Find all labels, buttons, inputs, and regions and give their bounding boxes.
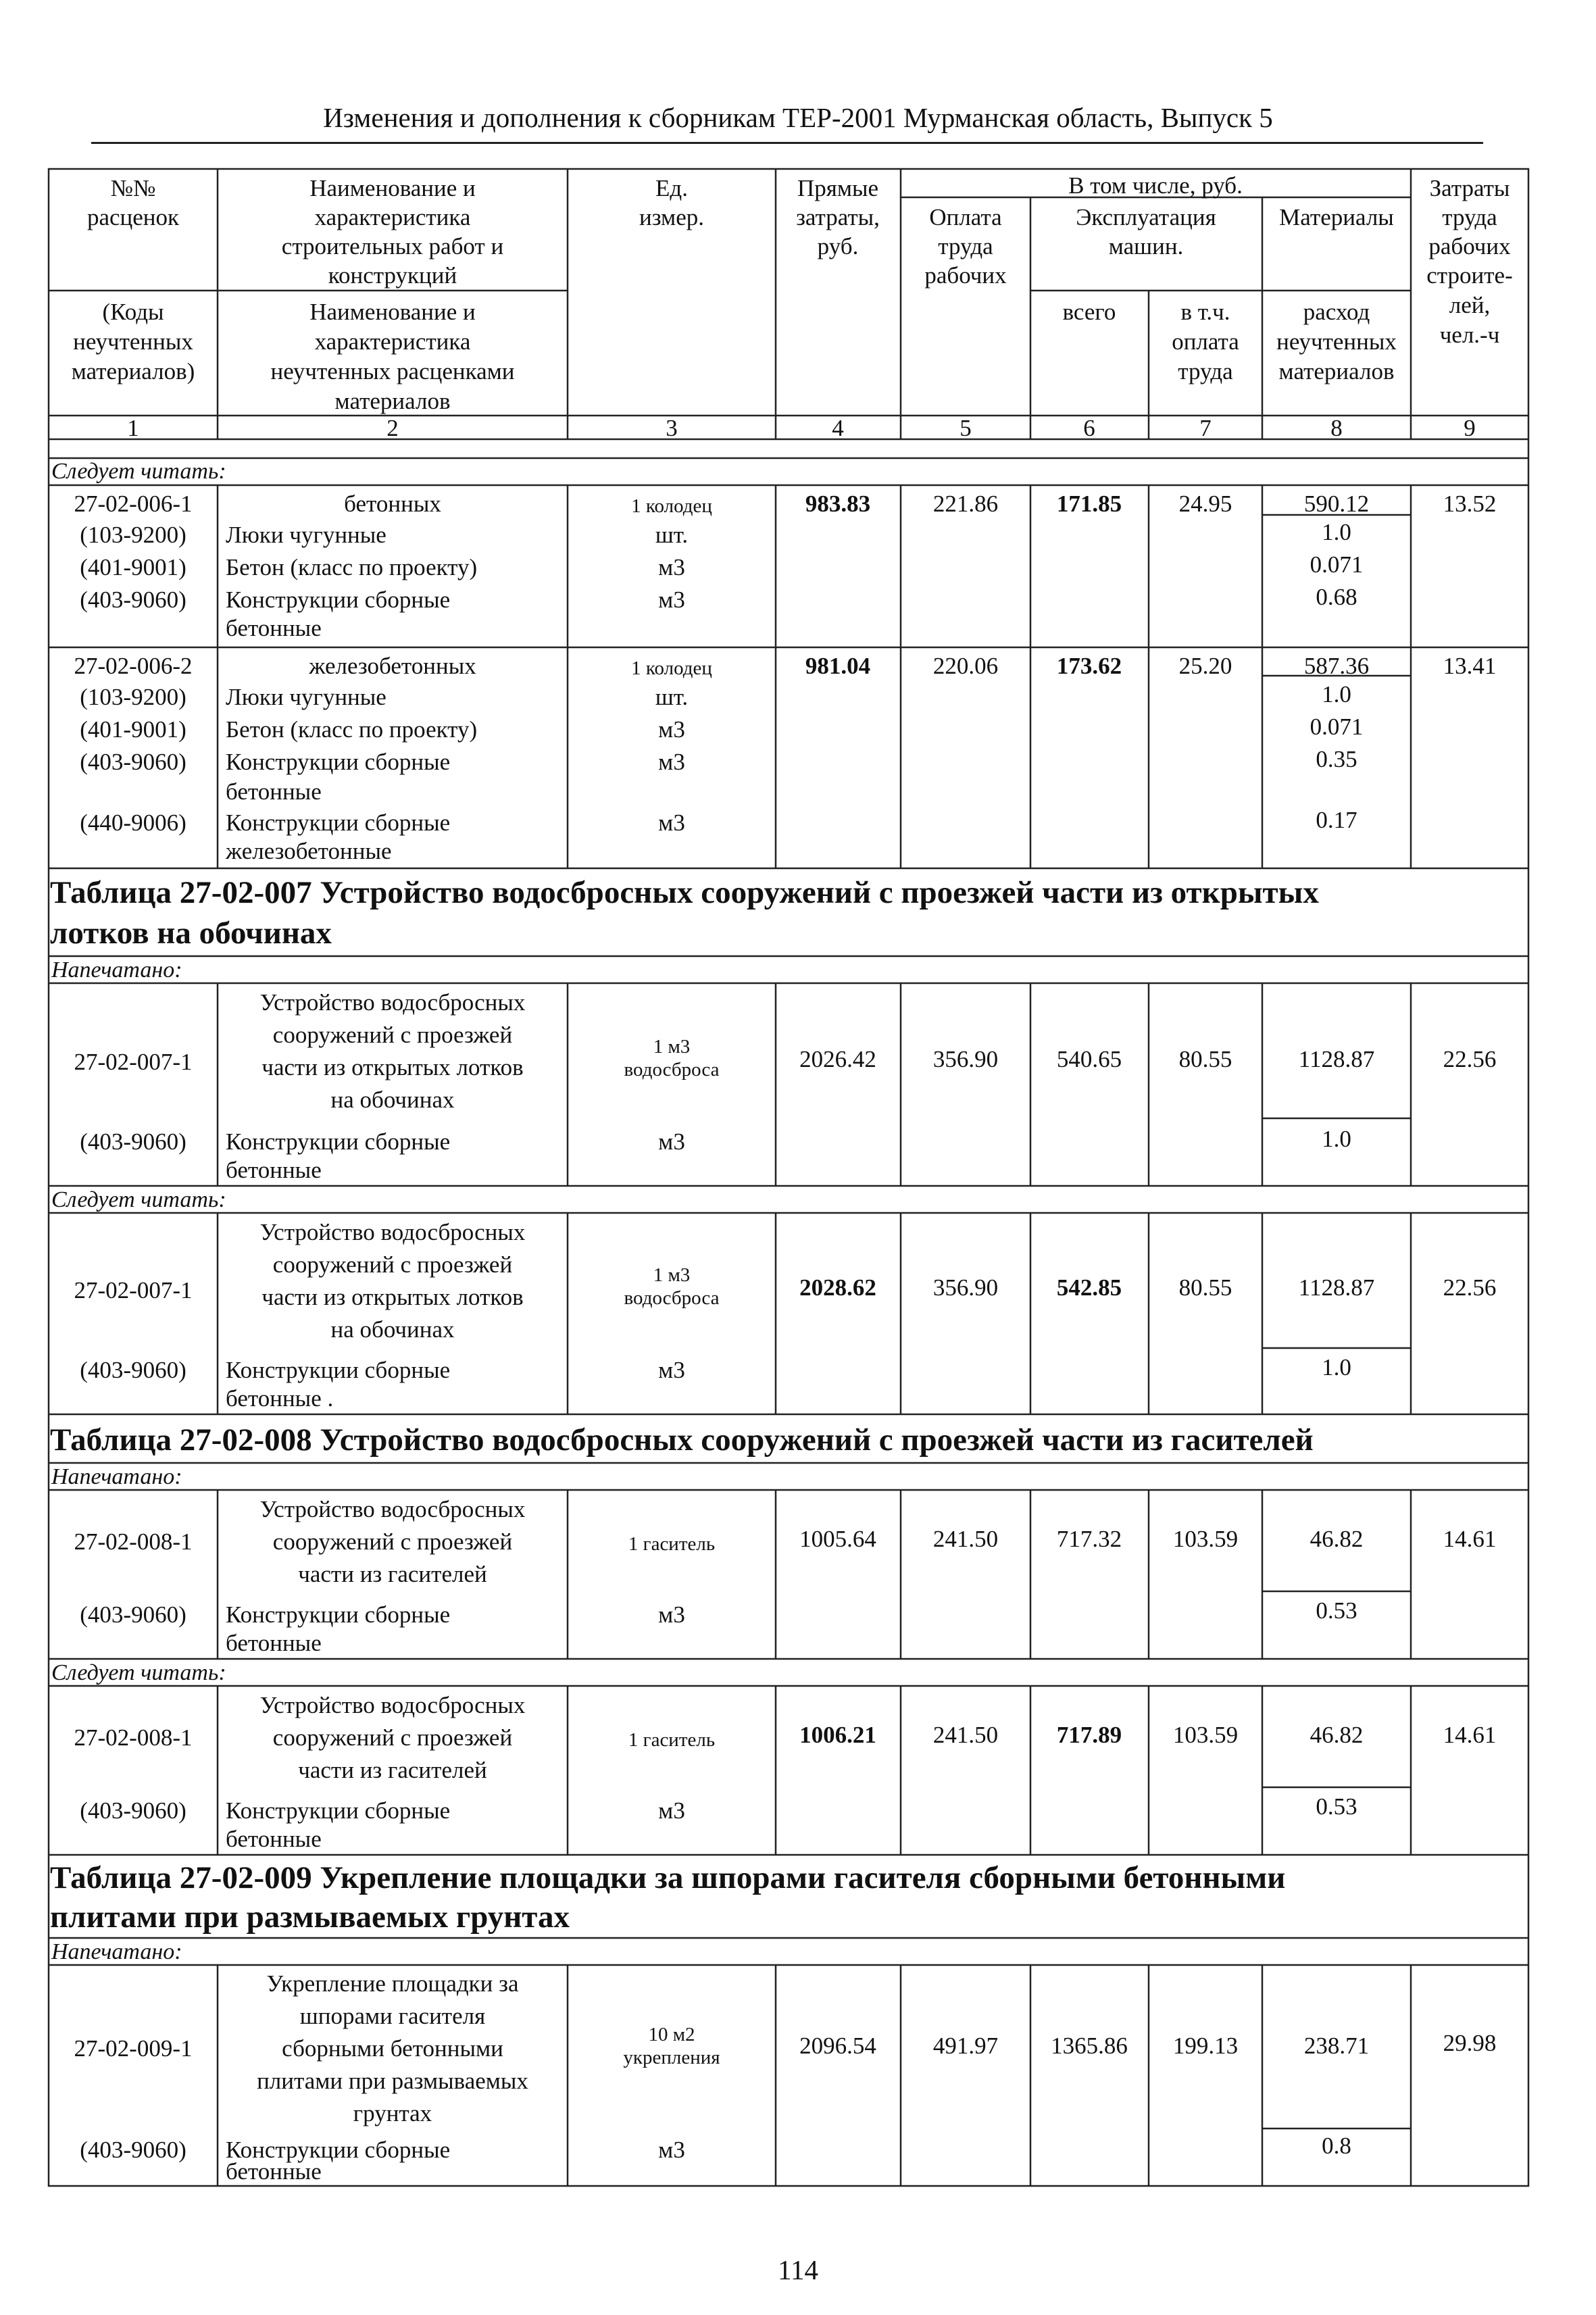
material-unit: м3: [658, 749, 685, 775]
head-col6-group-line1: Эксплуатация: [1076, 204, 1216, 230]
section-title-007-cont: лотков на обочинах: [50, 916, 332, 951]
col-number-5: 5: [959, 415, 972, 441]
head-col1b-line3: материалов): [71, 358, 195, 384]
head-col1b-line1: (Коды: [102, 299, 164, 325]
unit: 1 колодец: [631, 657, 712, 679]
head-col7-line1: в т.ч.: [1180, 299, 1230, 325]
material-code: (403-9060): [80, 1128, 186, 1155]
printed-label: Напечатано:: [51, 1464, 182, 1489]
material-qty: 0.071: [1310, 551, 1364, 578]
head-col5-line2: труда: [938, 233, 993, 259]
work-name-line1: Устройство водосбросных: [259, 1219, 526, 1245]
unit-line2: водосброса: [624, 1059, 720, 1080]
material-unit: м3: [658, 2137, 685, 2163]
material-code: (403-9060): [80, 1797, 186, 1824]
head-col9-line2: труда: [1442, 204, 1497, 230]
page-number: 114: [778, 2254, 818, 2285]
material-code: (403-9060): [80, 1357, 186, 1383]
material-name-cont: бетонные: [226, 1157, 322, 1183]
work-name-line5: грунтах: [353, 2100, 432, 2126]
material-name: Конструкции сборные: [226, 1128, 451, 1155]
section-title-008: Таблица 27-02-008 Устройство водосбросных сооружений с проезжей части из гасителей: [50, 1422, 1314, 1458]
material-code: (403-9060): [80, 2137, 186, 2163]
machine-labor-cost: 25.20: [1178, 653, 1232, 679]
work-name-line3: сборными бетонными: [282, 2035, 503, 2062]
head-col3-line2: измер.: [639, 204, 704, 230]
direct-cost: 981.04: [805, 653, 871, 679]
printed-label: Напечатано:: [51, 1939, 182, 1964]
material-name-cont: бетонные: [226, 1826, 322, 1852]
work-name-line3: части из открытых лотков: [261, 1054, 524, 1080]
machine-labor-cost: 199.13: [1172, 2033, 1239, 2059]
labor-cost: 220.06: [932, 653, 999, 679]
page-header: Изменения и дополнения к сборникам ТЕР-2001 Мурманская область, Выпуск 5: [323, 102, 1273, 133]
head-col2b-line3: неучтенных расценками: [270, 358, 515, 384]
rate-name: железобетонных: [309, 653, 476, 679]
machine-labor-cost: 103.59: [1172, 1722, 1239, 1748]
rate-code: 27-02-008-1: [74, 1528, 193, 1555]
material-unit: м3: [658, 810, 685, 836]
head-col7-line2: оплата: [1172, 328, 1239, 355]
rate-code: 27-02-006-1: [74, 491, 193, 517]
head-col2b-line2: характеристика: [314, 328, 471, 355]
labor-cost: 241.50: [932, 1526, 999, 1552]
materials-cost: 46.82: [1310, 1722, 1364, 1748]
head-col1b-line2: неучтенных: [73, 328, 193, 355]
material-qty: 0.17: [1316, 807, 1357, 833]
unit-line1: 10 м2: [648, 2024, 695, 2045]
labor-hours: 14.61: [1443, 1722, 1497, 1748]
material-name: Бетон (класс по проекту): [226, 554, 478, 580]
material-unit: м3: [658, 554, 685, 580]
unit-line1: 1 м3: [653, 1264, 691, 1286]
material-qty: 1.0: [1322, 1354, 1351, 1380]
head-col8b-line2: неучтенных: [1276, 328, 1397, 355]
unit-line2: водосброса: [624, 1287, 720, 1309]
head-col2-line1: Наименование и: [309, 175, 476, 201]
material-name: Конструкции сборные: [226, 1601, 451, 1628]
labor-hours: 22.56: [1443, 1274, 1497, 1301]
head-col1-line2: расценок: [86, 204, 180, 230]
direct-cost: 2026.42: [799, 1046, 876, 1072]
work-name-line3: части из гасителей: [298, 1757, 487, 1783]
material-unit: м3: [658, 1601, 685, 1628]
col-number-8: 8: [1330, 415, 1343, 441]
rate-code: 27-02-007-1: [74, 1049, 193, 1075]
head-incl: В том числе, руб.: [1068, 172, 1243, 199]
material-unit: м3: [658, 587, 685, 613]
head-col2b-line1: Наименование и: [309, 299, 476, 325]
materials-cost: 1128.87: [1298, 1046, 1375, 1072]
unit: 1 колодец: [631, 495, 712, 517]
material-name: Конструкции сборные: [226, 810, 451, 836]
should-read-label: Следует читать:: [51, 459, 226, 484]
material-unit: шт.: [655, 522, 689, 548]
head-col3-line1: Ед.: [655, 175, 688, 201]
labor-cost: 491.97: [932, 2033, 999, 2059]
col-number-7: 7: [1199, 415, 1212, 441]
material-name-cont: бетонные: [226, 615, 322, 641]
labor-cost: 221.86: [932, 491, 999, 517]
head-col1-line1: №№: [110, 175, 156, 201]
work-name-line3: части из гасителей: [298, 1561, 487, 1587]
head-col6: всего: [1062, 299, 1116, 325]
material-qty: 1.0: [1322, 519, 1351, 545]
work-name-line3: части из открытых лотков: [261, 1284, 524, 1310]
materials-cost: 590.12: [1303, 491, 1370, 517]
work-name-line2: сооружений с проезжей: [272, 1528, 513, 1555]
work-name-line1: Укрепление площадки за: [266, 1970, 519, 1997]
material-name-cont: железобетонные: [226, 838, 392, 864]
direct-cost: 983.83: [805, 491, 871, 517]
material-code: (401-9001): [80, 716, 186, 743]
material-unit: м3: [658, 1128, 685, 1155]
materials-cost: 238.71: [1303, 2033, 1370, 2059]
material-code: (403-9060): [80, 749, 186, 775]
machine-labor-cost: 24.95: [1178, 491, 1232, 517]
head-col4-line3: руб.: [817, 233, 859, 259]
head-col4-line2: затраты,: [796, 204, 880, 230]
material-name: Конструкции сборные: [226, 587, 451, 613]
material-unit: м3: [658, 1357, 685, 1383]
head-col2-line3: строительных работ и: [281, 233, 504, 259]
unit-line2: укрепления: [623, 2047, 720, 2068]
printed-label: Напечатано:: [51, 957, 182, 982]
section-title-007: Таблица 27-02-007 Устройство водосбросных сооружений с проезжей части из открытых: [50, 875, 1319, 910]
section-title-009: Таблица 27-02-009 Укрепление площадки за шпорами гасителя сборными бетонными: [50, 1860, 1286, 1895]
should-read-label: Следует читать:: [51, 1660, 226, 1685]
head-col9-line5: лей,: [1449, 292, 1491, 318]
head-col5-line1: Оплата: [929, 204, 1002, 230]
labor-hours: 14.61: [1443, 1526, 1497, 1552]
machine-cost: 717.32: [1056, 1526, 1122, 1552]
head-col5-line3: рабочих: [924, 262, 1007, 289]
head-col6-group-line2: машин.: [1108, 233, 1184, 259]
head-col8b-line3: материалов: [1278, 358, 1395, 384]
material-name-cont: бетонные: [226, 2158, 322, 2185]
work-name-line2: сооружений с проезжей: [272, 1022, 513, 1048]
material-unit: шт.: [655, 684, 689, 710]
material-name: Люки чугунные: [226, 522, 386, 548]
rate-name: бетонных: [344, 491, 441, 517]
work-name-line4: плитами при размываемых: [257, 2068, 528, 2094]
material-code: (103-9200): [80, 684, 186, 710]
col-number-1: 1: [127, 415, 139, 441]
material-name: Люки чугунные: [226, 684, 386, 710]
work-name-line2: шпорами гасителя: [299, 2003, 486, 2029]
head-col9-line3: рабочих: [1428, 233, 1511, 259]
head-col9-line6: чел.-ч: [1439, 322, 1500, 348]
labor-cost: 356.90: [932, 1274, 999, 1301]
section-title-009-cont: плитами при размываемых грунтах: [50, 1899, 570, 1935]
material-name: Конструкции сборные: [226, 1357, 451, 1383]
material-name: Бетон (класс по проекту): [226, 716, 478, 743]
col-number-4: 4: [832, 415, 844, 441]
material-qty: 0.53: [1316, 1793, 1357, 1820]
machine-cost: 1365.86: [1051, 2033, 1128, 2059]
material-qty: 0.53: [1316, 1597, 1357, 1624]
head-col2-line4: конструкций: [328, 262, 457, 289]
col-number-6: 6: [1083, 415, 1095, 441]
material-qty: 0.071: [1310, 714, 1364, 740]
materials-cost: 1128.87: [1298, 1274, 1375, 1301]
labor-hours: 22.56: [1443, 1046, 1497, 1072]
work-name-line4: на обочинах: [330, 1316, 455, 1343]
machine-cost: 171.85: [1056, 491, 1122, 517]
work-name-line2: сооружений с проезжей: [272, 1251, 513, 1278]
head-col8: Материалы: [1279, 204, 1394, 230]
unit-line1: 1 м3: [653, 1036, 691, 1057]
head-col7-line3: труда: [1178, 358, 1233, 384]
labor-cost: 356.90: [932, 1046, 999, 1072]
direct-cost: 1006.21: [799, 1722, 876, 1748]
direct-cost: 2096.54: [799, 2033, 876, 2059]
material-name-cont: бетонные: [226, 778, 322, 805]
head-col2b-line4: материалов: [334, 388, 451, 414]
labor-cost: 241.50: [932, 1722, 999, 1748]
unit: 1 гаситель: [628, 1729, 716, 1751]
material-qty: 0.68: [1316, 584, 1357, 610]
work-name-line1: Устройство водосбросных: [259, 989, 526, 1016]
materials-cost: 46.82: [1310, 1526, 1364, 1552]
machine-labor-cost: 103.59: [1172, 1526, 1239, 1552]
material-code: (403-9060): [80, 587, 186, 613]
rate-code: 27-02-008-1: [74, 1724, 193, 1751]
material-code: (103-9200): [80, 522, 186, 548]
material-name-cont: бетонные: [226, 1630, 322, 1656]
head-col8b-line1: расход: [1303, 299, 1370, 325]
direct-cost: 1005.64: [799, 1526, 876, 1552]
unit: 1 гаситель: [628, 1533, 716, 1555]
col-number-3: 3: [666, 415, 678, 441]
machine-cost: 717.89: [1056, 1722, 1122, 1748]
machine-cost: 540.65: [1056, 1046, 1122, 1072]
labor-hours: 13.41: [1443, 653, 1497, 679]
rate-code: 27-02-006-2: [74, 653, 193, 679]
material-qty: 1.0: [1322, 681, 1351, 707]
material-qty: 0.8: [1322, 2133, 1351, 2159]
material-name-cont: бетонные .: [226, 1385, 334, 1412]
work-name-line1: Устройство водосбросных: [259, 1692, 526, 1718]
machine-cost: 173.62: [1056, 653, 1122, 679]
direct-cost: 2028.62: [799, 1274, 876, 1301]
labor-hours: 29.98: [1443, 2030, 1497, 2056]
work-name-line1: Устройство водосбросных: [259, 1496, 526, 1522]
material-code: (403-9060): [80, 1601, 186, 1628]
work-name-line2: сооружений с проезжей: [272, 1724, 513, 1751]
material-code: (440-9006): [80, 810, 186, 836]
material-name: Конструкции сборные: [226, 2137, 451, 2163]
head-col9-line4: строите-: [1426, 262, 1513, 289]
head-col9-line1: Затраты: [1429, 175, 1510, 201]
rate-code: 27-02-009-1: [74, 2035, 193, 2062]
should-read-label: Следует читать:: [51, 1187, 226, 1212]
machine-labor-cost: 80.55: [1178, 1274, 1232, 1301]
labor-hours: 13.52: [1443, 491, 1497, 517]
materials-cost: 587.36: [1303, 653, 1370, 679]
material-qty: 0.35: [1316, 746, 1357, 772]
material-unit: м3: [658, 1797, 685, 1824]
head-col2-line2: характеристика: [314, 204, 471, 230]
material-name: Конструкции сборные: [226, 1797, 451, 1824]
rate-code: 27-02-007-1: [74, 1277, 193, 1303]
material-qty: 1.0: [1322, 1126, 1351, 1152]
material-unit: м3: [658, 716, 685, 743]
machine-cost: 542.85: [1056, 1274, 1122, 1301]
machine-labor-cost: 80.55: [1178, 1046, 1232, 1072]
head-col4-line1: Прямые: [797, 175, 879, 201]
col-number-9: 9: [1464, 415, 1476, 441]
work-name-line4: на обочинах: [330, 1087, 455, 1113]
material-name: Конструкции сборные: [226, 749, 451, 775]
material-code: (401-9001): [80, 554, 186, 580]
col-number-2: 2: [386, 415, 399, 441]
